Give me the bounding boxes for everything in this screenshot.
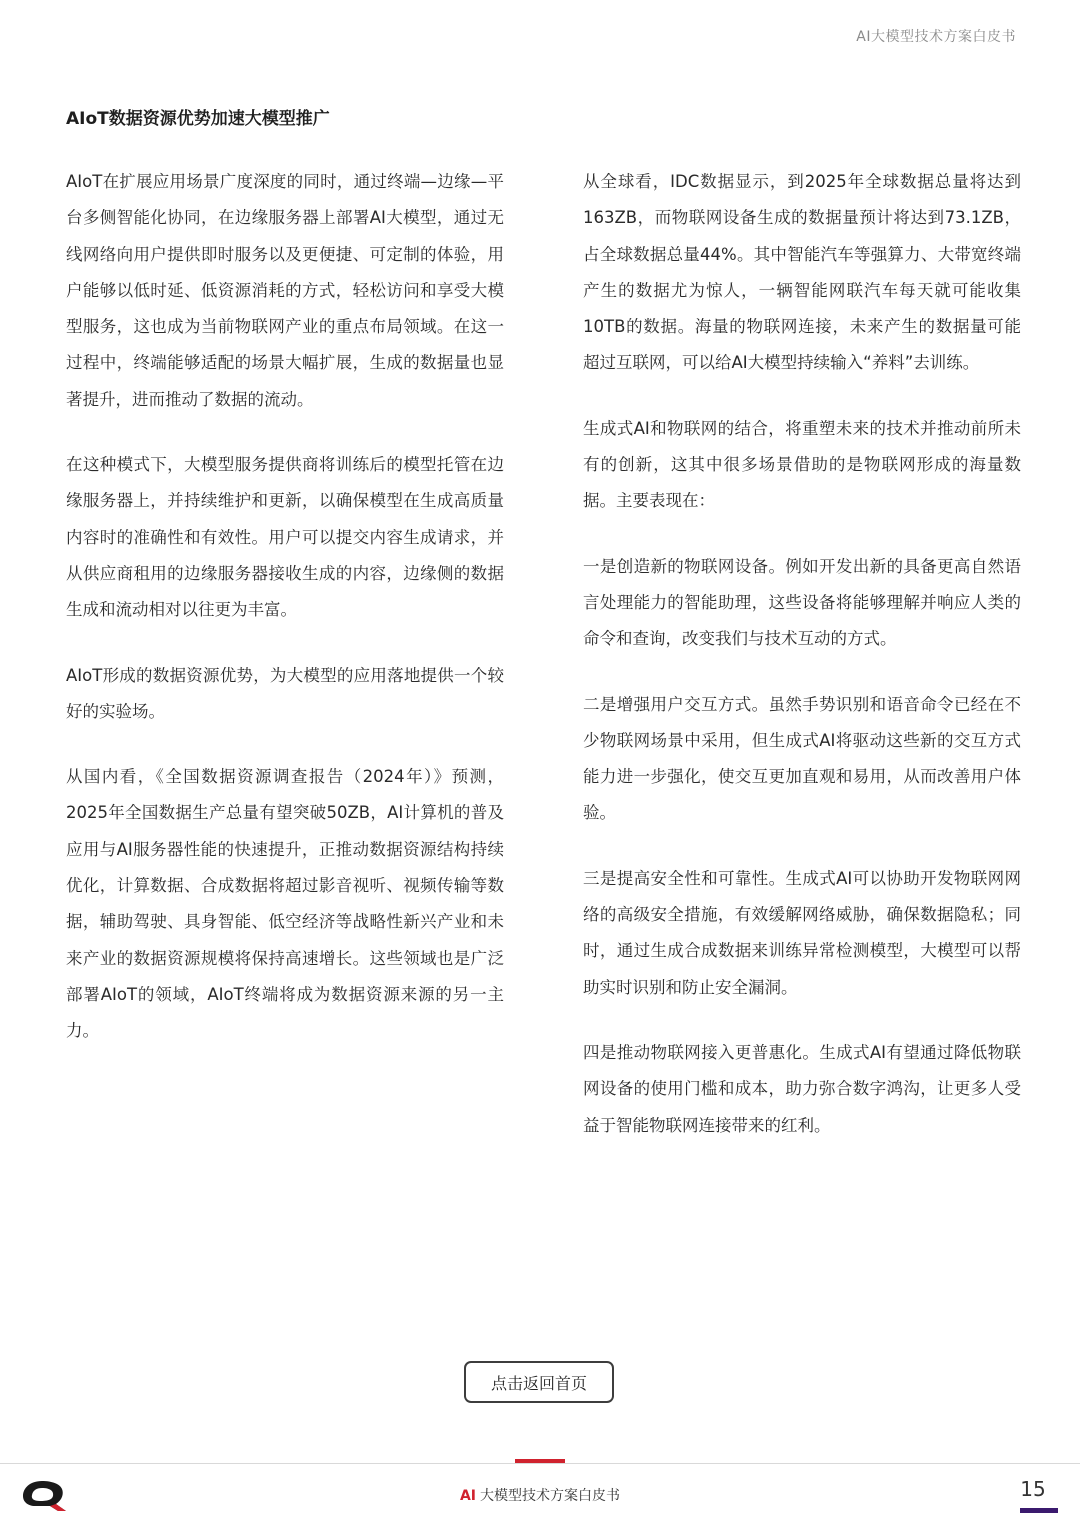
footer-divider bbox=[0, 1463, 1080, 1464]
section-heading: AIoT数据资源优势加速大模型推广 bbox=[66, 109, 330, 129]
footer-title-text: 大模型技术方案白皮书 bbox=[480, 1488, 621, 1504]
footer-title-prefix: AI bbox=[459, 1488, 477, 1504]
header-title: AI大模型技术方案白皮书 bbox=[856, 29, 1016, 45]
paragraph: AIoT在扩展应用场景广度深度的同时，通过终端—边缘—平台多侧智能化协同，在边缘服务器上部署AI大模型，通过无线网络向用户提供即时服务以及更便捷、可定制的体验，用户能够以低时延、低资源消耗的方式，轻松访问和享受大模型服务，这也成为当前物联网产业的重点布局领域。在这一过程中，终端能够适配的场景大幅扩展，生成的数据量也显著提升，进而推动了数据的流动。 bbox=[66, 172, 504, 409]
paragraph: AIoT形成的数据资源优势，为大模型的应用落地提供一个较好的实验场。 bbox=[66, 665, 504, 721]
paragraph: 在这种模式下，大模型服务提供商将训练后的模型托管在边缘服务器上，并持续维护和更新，以确保模型在生成高质量内容时的准确性和有效性。用户可以提交内容生成请求，并从供应商租用的边缘服务器接收生成的内容，边缘侧的数据生成和流动相对以往更为丰富。 bbox=[66, 455, 504, 620]
paragraph: 生成式AI和物联网的结合，将重塑未来的技术并推动前所未有的创新，这其中很多场景借助的是物联网形成的海量数据。主要表现在： bbox=[583, 418, 1021, 511]
paragraph: 二是增强用户交互方式。虽然手势识别和语音命令已经在不少物联网场景中采用，但生成式AI将驱动这些新的交互方式能力进一步强化，使交互更加直观和易用，从而改善用户体验。 bbox=[583, 694, 1021, 823]
page-number: 15 bbox=[1020, 1477, 1046, 1501]
paragraph: 从国内看，《全国数据资源调查报告（2024年）》预测，2025年全国数据生产总量有望突破50ZB，AI计算机的普及应用与AI服务器性能的快速提升，正推动数据资源结构持续优化，计算数据、合成数据将超过影音视听、视频传输等数据，辅助驾驶、具身智能、低空经济等战略性新兴产业和未来产业的数据资源规模将保持高速增长。这些领域也是广泛部署AIoT的领域，AIoT终端将成为数据资源来源的另一主力。 bbox=[66, 767, 504, 1041]
page-number-underline bbox=[1020, 1508, 1058, 1513]
paragraph: 四是推动物联网接入更普惠化。生成式AI有望通过降低物联网设备的使用门槛和成本，助力弥合数字鸿沟，让更多人受益于智能物联网连接带来的红利。 bbox=[583, 1042, 1021, 1135]
footer-title bbox=[0, 1485, 1080, 1505]
return-home-button[interactable]: 点击返回首页 bbox=[464, 1361, 614, 1403]
paragraph: 从全球看，IDC数据显示，到2025年全球数据总量将达到163ZB，而物联网设备生成的数据量预计将达到73.1ZB，占全球数据总量44%。其中智能汽车等强算力、大带宽终端产生的数据尤为惊人，一辆智能网联汽车每天就可能收集10TB的数据。海量的物联网连接，未来产生的数据量可能超过互联网，可以给AI大模型持续输入“养料”去训练。 bbox=[583, 172, 1021, 373]
paragraph: 一是创造新的物联网设备。例如开发出新的具备更高自然语言处理能力的智能助理，这些设备将能够理解并响应人类的命令和查询，改变我们与技术互动的方式。 bbox=[583, 556, 1021, 649]
left-column bbox=[66, 164, 504, 1079]
paragraph: 三是提高安全性和可靠性。生成式AI可以协助开发物联网网络的高级安全措施，有效缓解网络威胁，确保数据隐私；同时，通过生成合成数据来训练异常检测模型，大模型可以帮助实时识别和防止安全漏洞。 bbox=[583, 868, 1021, 997]
right-column bbox=[583, 164, 1021, 1173]
